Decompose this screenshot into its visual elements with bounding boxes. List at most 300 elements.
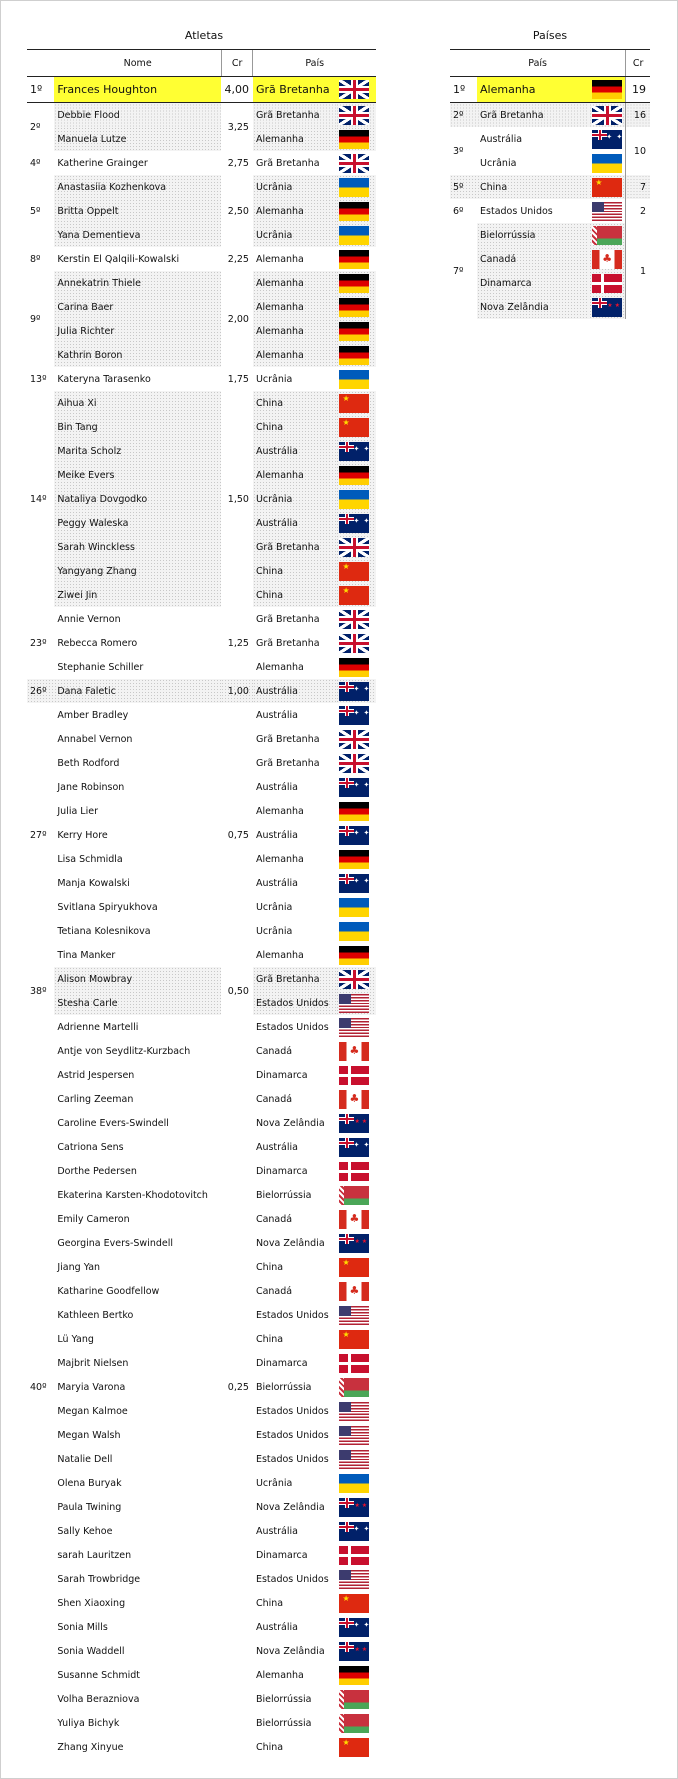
country-name: Alemanha (253, 463, 336, 487)
germany-flag-icon (339, 946, 369, 965)
athlete-row (27, 1063, 376, 1087)
rank-cell: 26º (27, 679, 54, 703)
country-name: Austrália (255, 1525, 298, 1537)
china-flag-icon (339, 562, 369, 581)
australia-flag-icon (339, 682, 369, 701)
flag-cell (336, 607, 376, 631)
flag-cell (336, 1567, 376, 1591)
flag-cell (336, 151, 376, 175)
credit-cell: 0,25 (221, 1015, 253, 1759)
athlete-row (27, 367, 376, 391)
country-name: China (255, 1333, 284, 1345)
country-credits: 10 (626, 127, 650, 175)
rank-cell: 40º (27, 1015, 54, 1759)
athlete-name: Annekatrin Thiele (54, 271, 221, 295)
country-flag-cell (589, 151, 626, 175)
germany-flag-icon (592, 80, 622, 99)
flag-cell (336, 1687, 376, 1711)
germany-flag-icon (339, 850, 369, 869)
china-flag-icon (339, 586, 369, 605)
athlete-row (27, 1447, 376, 1471)
country-name: Alemanha (253, 127, 336, 151)
athletes-header-row (27, 50, 376, 77)
country-name: Estados Unidos (255, 1453, 329, 1465)
header-country: País (253, 50, 376, 77)
flag-cell (336, 1303, 376, 1327)
flag-cell (336, 1135, 376, 1159)
athlete-row (27, 319, 376, 343)
athlete-name: Sarah Winckless (54, 535, 221, 559)
flag-cell (336, 199, 376, 223)
credit-cell: 2,00 (221, 271, 253, 367)
china-flag-icon (339, 418, 369, 437)
flag-cell (336, 1447, 376, 1471)
flag-cell (336, 1735, 376, 1759)
flag-cell (336, 1399, 376, 1423)
country-name: China (253, 583, 336, 607)
athlete-row (27, 1039, 376, 1063)
athlete-row (27, 1519, 376, 1543)
athlete-name: Carling Zeeman (57, 1093, 134, 1105)
country-flag-cell (589, 295, 626, 319)
country-name: Grã Bretanha (255, 733, 320, 745)
australia-flag-icon (339, 442, 369, 461)
country-name: Ucrânia (253, 175, 336, 199)
athlete-row (27, 1231, 376, 1255)
rank-cell: 27º (27, 703, 54, 967)
athlete-name: Megan Walsh (57, 1429, 121, 1441)
united-states-flag-icon (339, 1306, 369, 1325)
china-flag-icon (339, 1330, 369, 1349)
credit-cell: 0,75 (221, 703, 253, 967)
flag-cell (336, 103, 376, 128)
athlete-name: Dana Faletic (54, 679, 221, 703)
flag-cell (336, 943, 376, 967)
athlete-row (27, 607, 376, 631)
country-label: Austrália (480, 133, 523, 145)
athlete-name: Frances Houghton (54, 77, 221, 103)
canada-flag-icon (339, 1210, 369, 1229)
athlete-name: Alison Mowbray (54, 967, 221, 991)
athlete-name: Jiang Yan (57, 1261, 101, 1273)
united-states-flag-icon (339, 1450, 369, 1469)
rank-cell: 9º (27, 271, 54, 367)
credit-cell: 2,25 (221, 247, 253, 271)
country-name: Ucrânia (255, 925, 293, 937)
header-cr: Cr (221, 50, 253, 77)
flag-cell (336, 415, 376, 439)
athlete-name: Katharine Goodfellow (57, 1285, 160, 1297)
canada-flag-icon (339, 1282, 369, 1301)
athlete-row (27, 751, 376, 775)
country-name: Grã Bretanha (253, 103, 336, 128)
flag-cell (336, 1279, 376, 1303)
athlete-name: Kathleen Bertko (57, 1309, 134, 1321)
united-states-flag-icon (339, 994, 369, 1013)
header-name: Nome (54, 50, 221, 77)
athlete-row (27, 247, 376, 271)
credit-cell: 1,50 (221, 391, 253, 607)
athlete-name: Catriona Sens (57, 1141, 124, 1153)
athlete-row (27, 775, 376, 799)
athlete-name: Meike Evers (54, 463, 221, 487)
athlete-name: Ekaterina Karsten-Khodotovitch (57, 1189, 208, 1201)
athlete-name: Katherine Grainger (57, 157, 148, 169)
athlete-row (27, 1303, 376, 1327)
germany-flag-icon (339, 466, 369, 485)
leader-row (27, 77, 376, 103)
athlete-row (27, 1327, 376, 1351)
athlete-name: Antje von Seydlitz-Kurzbach (57, 1045, 191, 1057)
country-label: Dinamarca (477, 271, 589, 295)
country-name: Canadá (255, 1093, 293, 1105)
athlete-name: Caroline Evers-Swindell (57, 1117, 169, 1129)
athlete-name: Manja Kowalski (57, 877, 130, 889)
country-name: Austrália (253, 511, 336, 535)
country-name: Dinamarca (255, 1549, 308, 1561)
country-credits: 1 (626, 223, 650, 319)
united-states-flag-icon (592, 202, 622, 221)
athlete-row (27, 1255, 376, 1279)
flag-cell (336, 775, 376, 799)
flag-cell (336, 295, 376, 319)
united-states-flag-icon (339, 1426, 369, 1445)
athlete-row (27, 175, 376, 199)
flag-cell (336, 223, 376, 247)
credit-cell: 1,25 (221, 607, 253, 679)
flag-cell (336, 1231, 376, 1255)
athlete-row (27, 727, 376, 751)
athlete-name: Maryia Varona (57, 1381, 126, 1393)
athlete-row (27, 559, 376, 583)
athlete-row (27, 535, 376, 559)
country-flag-cell (589, 247, 626, 271)
country-name: Ucrânia (255, 1477, 293, 1489)
china-flag-icon (339, 394, 369, 413)
germany-flag-icon (339, 1666, 369, 1685)
athlete-row (27, 943, 376, 967)
country-name: Austrália (255, 781, 298, 793)
country-label: China (477, 175, 589, 199)
country-row (450, 127, 650, 151)
athlete-name: Tina Manker (57, 949, 116, 961)
canada-flag-icon (339, 1090, 369, 1109)
athlete-name: Emily Cameron (57, 1213, 130, 1225)
country-name: Austrália (255, 1141, 298, 1153)
athlete-name: Peggy Waleska (54, 511, 221, 535)
country-name: Bielorrússia (255, 1381, 312, 1393)
new-zealand-flag-icon (339, 1498, 369, 1517)
united-states-flag-icon (339, 1570, 369, 1589)
united-kingdom-flag-icon (339, 106, 369, 125)
rank-cell: 13º (27, 367, 54, 391)
athlete-name: Bin Tang (54, 415, 221, 439)
flag-cell (336, 535, 376, 559)
belarus-flag-icon (592, 226, 622, 245)
united-kingdom-flag-icon (339, 80, 369, 99)
athlete-name: Lisa Schmidla (57, 853, 123, 865)
denmark-flag-icon (339, 1066, 369, 1085)
country-name: Grã Bretanha (255, 157, 320, 169)
flag-cell (336, 1015, 376, 1039)
united-kingdom-flag-icon (339, 538, 369, 557)
athlete-name: Tetiana Kolesnikova (57, 925, 151, 937)
flag-cell (336, 1111, 376, 1135)
country-name: Austrália (253, 679, 336, 703)
country-row (450, 175, 650, 199)
ukraine-flag-icon (339, 1474, 369, 1493)
germany-flag-icon (339, 274, 369, 293)
country-flag-cell (589, 199, 626, 223)
united-kingdom-flag-icon (339, 754, 369, 773)
belarus-flag-icon (339, 1690, 369, 1709)
country-credits: 19 (626, 77, 650, 103)
flag-cell (336, 391, 376, 415)
flag-cell (336, 967, 376, 991)
china-flag-icon (339, 1594, 369, 1613)
germany-flag-icon (339, 802, 369, 821)
flag-cell (336, 1591, 376, 1615)
athlete-row (27, 1495, 376, 1519)
flag-cell (336, 1327, 376, 1351)
country-name: Alemanha (255, 805, 304, 817)
flag-cell (336, 511, 376, 535)
germany-flag-icon (339, 658, 369, 677)
country-name: Ucrânia (253, 487, 336, 511)
athlete-row (27, 1591, 376, 1615)
rank-cell: 38º (27, 967, 54, 1015)
country-name: Nova Zelândia (255, 1501, 325, 1513)
country-rank: 6º (450, 199, 477, 223)
country-flag-cell (589, 223, 626, 247)
flag-cell (336, 871, 376, 895)
belarus-flag-icon (339, 1378, 369, 1397)
denmark-flag-icon (339, 1354, 369, 1373)
athlete-row (27, 919, 376, 943)
germany-flag-icon (339, 130, 369, 149)
athlete-name: Kerstin El Qalqili-Kowalski (57, 253, 180, 265)
athlete-row (27, 199, 376, 223)
athlete-row (27, 1735, 376, 1759)
athlete-row (27, 655, 376, 679)
athlete-row (27, 895, 376, 919)
athlete-row (27, 511, 376, 535)
credit-cell: 1,75 (221, 367, 253, 391)
athlete-row (27, 439, 376, 463)
flag-cell (336, 559, 376, 583)
athlete-row (27, 103, 376, 128)
athlete-row (27, 1351, 376, 1375)
flag-cell (336, 919, 376, 943)
country-row (450, 151, 650, 175)
countries-header-country: País (450, 50, 626, 77)
athlete-row (27, 1183, 376, 1207)
flag-cell (336, 655, 376, 679)
flag-cell (336, 1159, 376, 1183)
flag-cell (336, 823, 376, 847)
country-name: Alemanha (253, 343, 336, 367)
credit-cell: 2,50 (221, 175, 253, 247)
country-row (450, 103, 650, 128)
athlete-row (27, 1639, 376, 1663)
new-zealand-flag-icon (339, 1642, 369, 1661)
rank-cell: 2º (27, 103, 54, 152)
ukraine-flag-icon (339, 226, 369, 245)
athlete-row (27, 1687, 376, 1711)
athlete-name: Carina Baer (54, 295, 221, 319)
flag-cell (336, 751, 376, 775)
country-name: Estados Unidos (253, 991, 336, 1015)
china-flag-icon (339, 1258, 369, 1277)
australia-flag-icon (592, 130, 622, 149)
united-kingdom-flag-icon (339, 730, 369, 749)
country-name: Ucrânia (253, 223, 336, 247)
country-name: China (253, 391, 336, 415)
country-name: Grã Bretanha (255, 757, 320, 769)
ukraine-flag-icon (339, 178, 369, 197)
athlete-row (27, 391, 376, 415)
countries-body (450, 77, 650, 320)
australia-flag-icon (339, 874, 369, 893)
athlete-row (27, 583, 376, 607)
flag-cell (336, 847, 376, 871)
country-name: Canadá (255, 1285, 293, 1297)
athlete-name: Annabel Vernon (57, 733, 133, 745)
flag-cell (336, 1039, 376, 1063)
countries-title: Países (532, 29, 568, 42)
country-flag-cell (589, 271, 626, 295)
country-name: Nova Zelândia (255, 1237, 325, 1249)
flag-cell (336, 343, 376, 367)
united-states-flag-icon (339, 1402, 369, 1421)
header-position (27, 50, 54, 77)
rank-cell: 23º (27, 607, 54, 679)
country-name: China (255, 1741, 284, 1753)
country-name: Grã Bretanha (253, 77, 336, 103)
ukraine-flag-icon (592, 154, 622, 173)
athlete-name: Julia Richter (54, 319, 221, 343)
rank-cell: 14º (27, 391, 54, 607)
athletes-body (27, 77, 376, 1760)
athlete-row (27, 1015, 376, 1039)
flag-cell (336, 1663, 376, 1687)
country-name: Estados Unidos (255, 1429, 329, 1441)
united-kingdom-flag-icon (339, 634, 369, 653)
athlete-name: Ziwei Jin (54, 583, 221, 607)
country-name: Alemanha (253, 295, 336, 319)
flag-cell (336, 1351, 376, 1375)
athlete-name: Volha Berazniova (57, 1693, 140, 1705)
athlete-row (27, 703, 376, 727)
flag-cell (336, 1543, 376, 1567)
new-zealand-flag-icon (339, 1114, 369, 1133)
germany-flag-icon (339, 298, 369, 317)
athlete-name: Beth Rodford (57, 757, 120, 769)
flag-cell (336, 1519, 376, 1543)
germany-flag-icon (339, 202, 369, 221)
athlete-name: Yuliya Bichyk (57, 1717, 120, 1729)
ukraine-flag-icon (339, 922, 369, 941)
countries-header-cr: Cr (626, 50, 650, 77)
flag-cell (336, 271, 376, 295)
flag-cell (336, 487, 376, 511)
germany-flag-icon (339, 346, 369, 365)
germany-flag-icon (339, 250, 369, 269)
country-name: Alemanha (253, 271, 336, 295)
credit-cell: 2,75 (221, 151, 253, 175)
country-name: Alemanha (255, 853, 304, 865)
athlete-row (27, 1615, 376, 1639)
athlete-row (27, 1543, 376, 1567)
flag-cell (336, 703, 376, 727)
athlete-name: Aihua Xi (54, 391, 221, 415)
athlete-row (27, 487, 376, 511)
country-flag-cell (589, 175, 626, 199)
flag-cell (336, 175, 376, 199)
athlete-row (27, 679, 376, 703)
country-name: Estados Unidos (255, 1573, 329, 1585)
leader-country-row (450, 77, 650, 103)
country-label: Canadá (477, 247, 589, 271)
flag-cell (336, 895, 376, 919)
athlete-row (27, 295, 376, 319)
athlete-name: sarah Lauritzen (57, 1549, 132, 1561)
country-name: Bielorrússia (255, 1717, 312, 1729)
rank-cell: 8º (27, 247, 54, 271)
credit-cell: 4,00 (221, 77, 253, 103)
country-flag-cell (589, 127, 626, 151)
canada-flag-icon (339, 1042, 369, 1061)
athlete-row (27, 1399, 376, 1423)
athlete-name: Britta Oppelt (54, 199, 221, 223)
country-name: Nova Zelândia (255, 1645, 325, 1657)
country-credits: 2 (626, 199, 650, 223)
ukraine-flag-icon (339, 898, 369, 917)
australia-flag-icon (339, 826, 369, 845)
country-label: Ucrânia (480, 157, 517, 169)
country-name: Estados Unidos (255, 1021, 329, 1033)
australia-flag-icon (339, 778, 369, 797)
ukraine-flag-icon (339, 370, 369, 389)
country-row (450, 199, 650, 223)
flag-cell (336, 991, 376, 1015)
australia-flag-icon (339, 1138, 369, 1157)
athlete-row (27, 343, 376, 367)
athlete-name: Svitlana Spiryukhova (57, 901, 158, 913)
country-name: Austrália (255, 829, 298, 841)
flag-cell (336, 127, 376, 151)
flag-cell (336, 1183, 376, 1207)
flag-cell (336, 1375, 376, 1399)
athlete-row (27, 127, 376, 151)
athlete-name: Rebecca Romero (57, 637, 138, 649)
country-name: Grã Bretanha (253, 967, 336, 991)
country-name: Alemanha (255, 949, 304, 961)
country-name: Canadá (255, 1045, 293, 1057)
athlete-name: Stephanie Schiller (57, 661, 144, 673)
athlete-row (27, 415, 376, 439)
athlete-name: Stesha Carle (54, 991, 221, 1015)
athlete-name: Sonia Mills (57, 1621, 108, 1633)
athlete-row (27, 1711, 376, 1735)
athlete-name: Julia Lier (57, 805, 98, 817)
country-name: Grã Bretanha (255, 613, 320, 625)
flag-cell (336, 583, 376, 607)
flag-cell (336, 727, 376, 751)
athlete-name: Anastasiia Kozhenkova (54, 175, 221, 199)
flag-cell (336, 319, 376, 343)
countries-table (450, 49, 650, 319)
